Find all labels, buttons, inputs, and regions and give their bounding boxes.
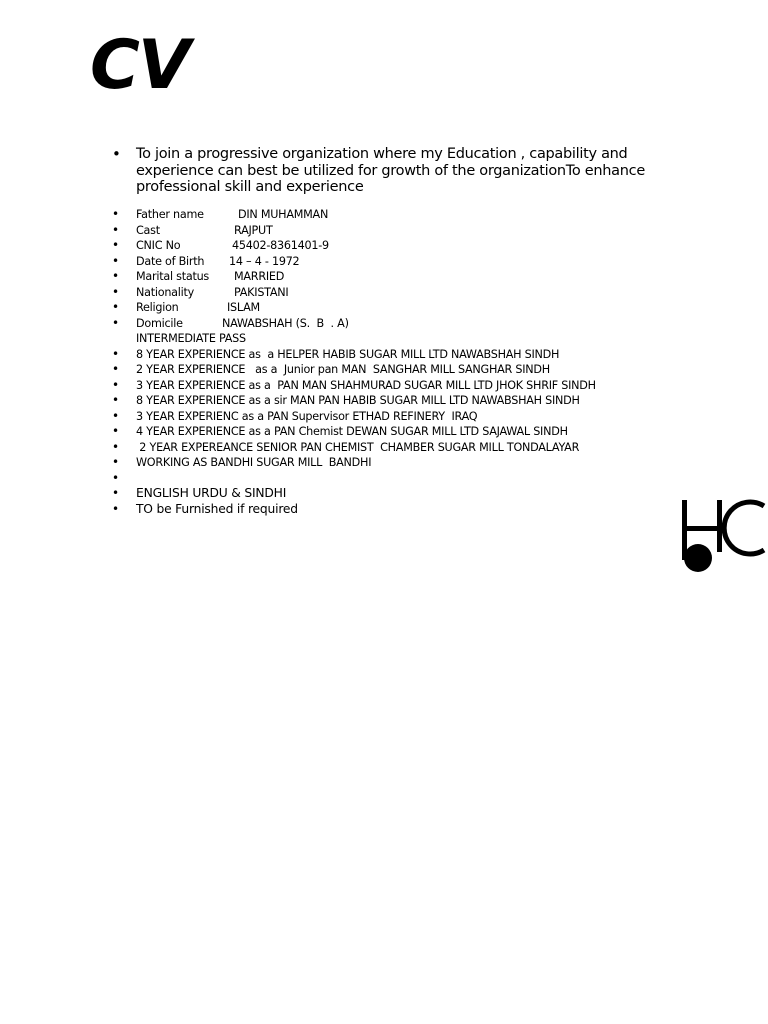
personal-value: DIN MUHAMMAN xyxy=(238,208,329,221)
personal-item-marital-status xyxy=(110,269,670,285)
experience-item: • 2 YEAR EXPERIENCE as a Junior pan MAN SANGHAR MILL SANGHAR SINDH xyxy=(110,362,670,378)
personal-item-nationality xyxy=(110,285,670,301)
personal-value: MARRIED xyxy=(234,270,285,283)
objective-item: • To join a progressive organization where my Education , capability and experience can best be utilized for growth of the organizationTo enhance professional skill and experience xyxy=(110,146,670,196)
experience-item: • 2 YEAR EXPEREANCE SENIOR PAN CHEMIST CHAMBER SUGAR MILL TONDALAYAR xyxy=(110,440,670,456)
personal-item-religion xyxy=(110,300,670,316)
personal-item-cast xyxy=(110,223,670,239)
experience-item: • 3 YEAR EXPERIENCE as a PAN MAN SHAHMURAD SUGAR MILL LTD JHOK SHRIF SINDH xyxy=(110,378,670,394)
personal-value: ISLAM xyxy=(227,301,260,314)
empty-list-item xyxy=(110,471,670,487)
personal-label: Domicile xyxy=(136,316,183,330)
experience-item: • 8 YEAR EXPERIENCE as a sir MAN PAN HABIB SUGAR MILL LTD NAWABSHAH SINDH xyxy=(110,393,670,409)
partial-logo-icon xyxy=(678,492,768,582)
references-item: • TO be Furnished if required xyxy=(110,502,670,518)
experience-item: • WORKING AS BANDHI SUGAR MILL BANDHI xyxy=(110,455,670,471)
education-line: INTERMEDIATE PASS xyxy=(136,332,246,345)
personal-item-dob xyxy=(110,254,670,270)
experience-item: • 3 YEAR EXPERIENC as a PAN Supervisor ETHAD REFINERY IRAQ xyxy=(110,409,670,425)
personal-value: 45402-8361401-9 xyxy=(232,239,329,252)
languages-item: • ENGLISH URDU & SINDHI xyxy=(110,486,670,502)
personal-item-domicile xyxy=(110,316,670,332)
personal-item-cnic xyxy=(110,238,670,254)
personal-label: Nationality xyxy=(136,285,194,299)
personal-value: PAKISTANI xyxy=(234,285,289,299)
personal-label: Religion xyxy=(136,301,179,314)
personal-label: Date of Birth xyxy=(136,254,205,268)
cv-title: CV xyxy=(90,26,189,105)
personal-label: CNIC No xyxy=(136,239,181,252)
logo-graphic xyxy=(678,492,768,582)
personal-item-father-name xyxy=(110,207,670,223)
personal-label: Father name xyxy=(136,208,204,221)
personal-value: 14 – 4 - 1972 xyxy=(229,254,300,268)
experience-item: • 4 YEAR EXPERIENCE as a PAN Chemist DEWAN SUGAR MILL LTD SAJAWAL SINDH xyxy=(110,424,670,440)
personal-label: Marital status xyxy=(136,270,209,283)
objective-list xyxy=(110,146,670,196)
experience-item: • 8 YEAR EXPERIENCE as a HELPER HABIB SUGAR MILL LTD NAWABSHAH SINDH xyxy=(110,347,670,363)
personal-label: Cast xyxy=(136,223,160,237)
personal-value: NAWABSHAH (S. B . A) xyxy=(222,316,349,330)
details-list xyxy=(110,207,670,517)
personal-value: RAJPUT xyxy=(234,223,273,237)
